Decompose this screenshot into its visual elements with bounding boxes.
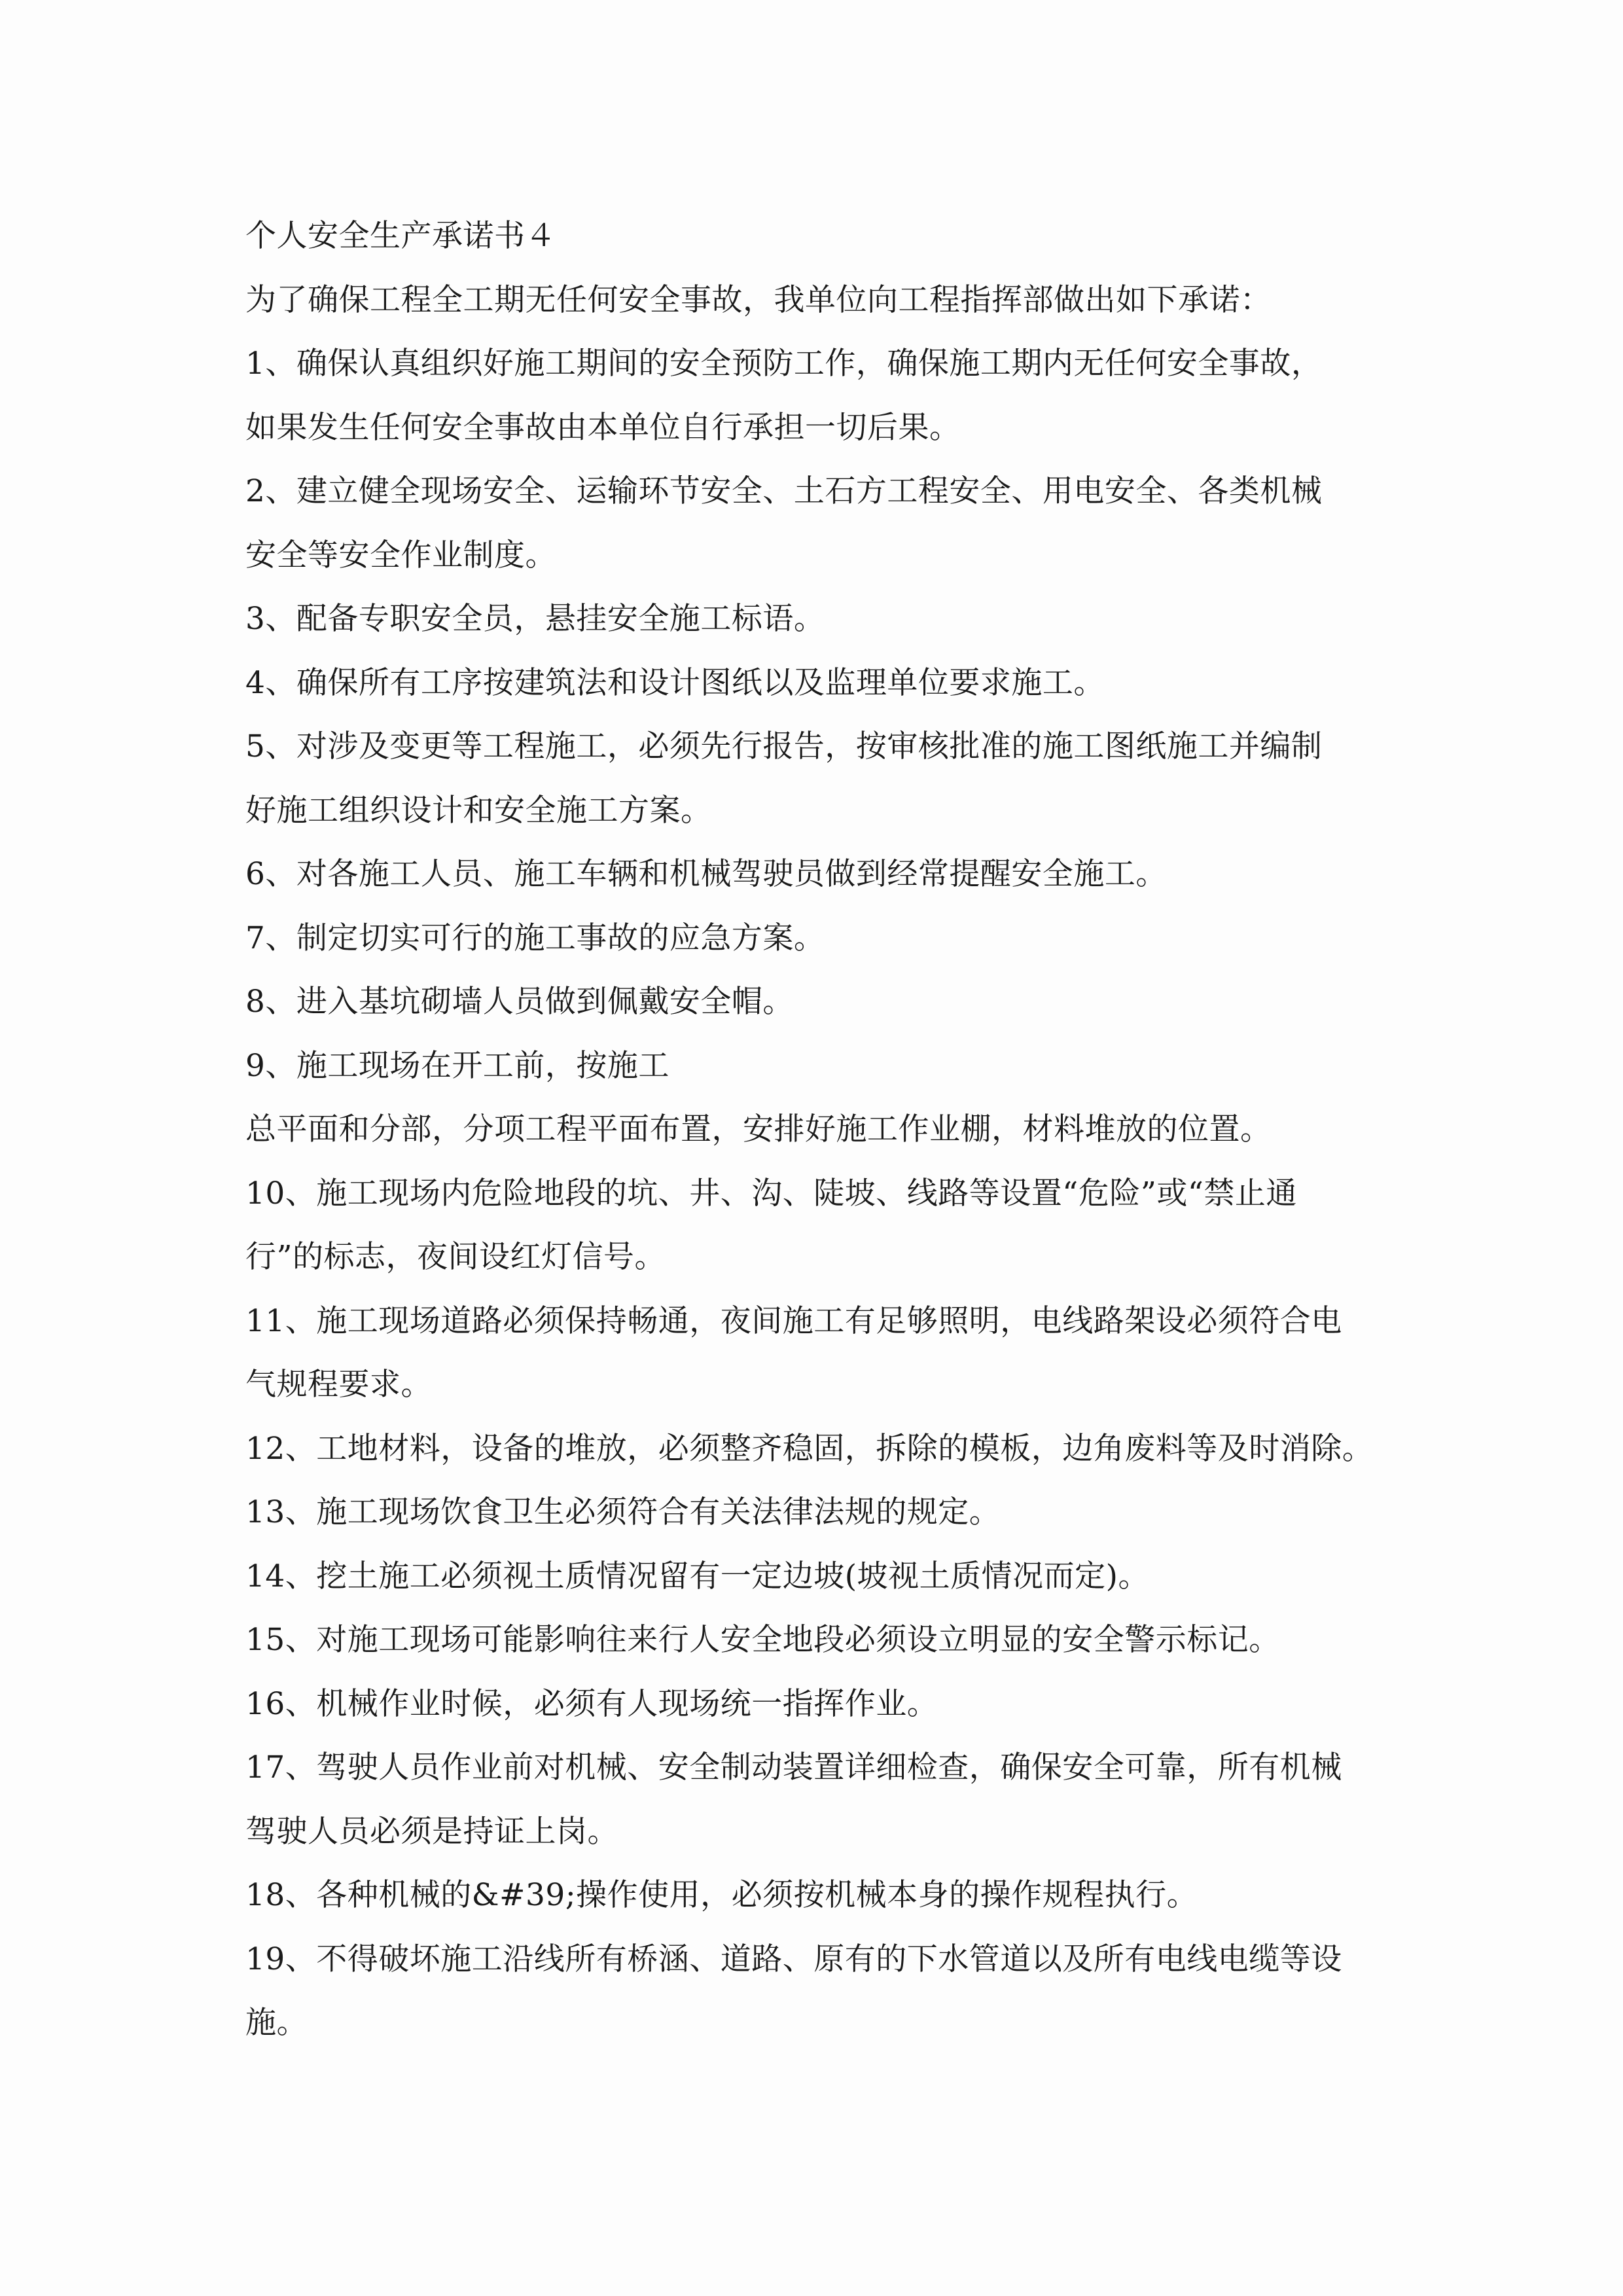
text-line: 总平面和分部，分项工程平面布置，安排好施工作业棚，材料堆放的位置。	[245, 1111, 1272, 1147]
text-line: 8、进入基坑砌墙人员做到佩戴安全帽。	[245, 984, 794, 1020]
text-line: 安全等安全作业制度。	[245, 537, 556, 573]
text-line: 13、施工现场饮食卫生必须符合有关法律法规的规定。	[245, 1494, 1001, 1530]
text-line: 为了确保工程全工期无任何安全事故，我单位向工程指挥部做出如下承诺：	[245, 281, 1272, 318]
text-line: 10、施工现场内危险地段的坑、井、沟、陡坡、线路等设置“危险”或“禁止通	[245, 1175, 1297, 1211]
text-line: 1、确保认真组织好施工期间的安全预防工作，确保施工期内无任何安全事故，	[245, 346, 1323, 382]
text-line: 3、配备专职安全员，悬挂安全施工标语。	[245, 601, 825, 637]
text-line: 5、对涉及变更等工程施工，必须先行报告，按审核批准的施工图纸施工并编制	[245, 728, 1323, 764]
text-line: 如果发生任何安全事故由本单位自行承担一切后果。	[245, 409, 961, 446]
text-line: 好施工组织设计和安全施工方案。	[245, 792, 712, 829]
text-line: 施。	[245, 2005, 308, 2041]
text-line: 15、对施工现场可能影响往来行人安全地段必须设立明显的安全警示标记。	[245, 1622, 1280, 1658]
text-line: 气规程要求。	[245, 1367, 432, 1403]
text-line: 行”的标志，夜间设红灯信号。	[245, 1239, 666, 1275]
text-line: 14、挖土施工必须视土质情况留有一定边坡(坡视土质情况而定)。	[245, 1558, 1149, 1594]
text-line: 11、施工现场道路必须保持畅通，夜间施工有足够照明，电线路架设必须符合电	[245, 1302, 1342, 1339]
text-line: 18、各种机械的&#39;操作使用，必须按机械本身的操作规程执行。	[245, 1877, 1198, 1913]
text-line: 12、工地材料，设备的堆放，必须整齐稳固，拆除的模板，边角废料等及时消除。	[245, 1430, 1374, 1467]
document-title: 个人安全生产承诺书４	[245, 218, 556, 254]
text-line: 9、施工现场在开工前，按施工	[245, 1047, 669, 1084]
text-line: 2、建立健全现场安全、运输环节安全、土石方工程安全、用电安全、各类机械	[245, 473, 1323, 509]
text-line: 驾驶人员必须是持证上岗。	[245, 1813, 618, 1850]
text-line: 6、对各施工人员、施工车辆和机械驾驶员做到经常提醒安全施工。	[245, 856, 1167, 892]
text-line: 17、驾驶人员作业前对机械、安全制动装置详细检查，确保安全可靠，所有机械	[245, 1749, 1342, 1785]
text-line: 7、制定切实可行的施工事故的应急方案。	[245, 920, 825, 956]
document-body	[245, 204, 1397, 2055]
text-line: 19、不得破坏施工沿线所有桥涵、道路、原有的下水管道以及所有电线电缆等设	[245, 1941, 1342, 1977]
text-line: 4、确保所有工序按建筑法和设计图纸以及监理单位要求施工。	[245, 664, 1105, 701]
text-line: 16、机械作业时候，必须有人现场统一指挥作业。	[245, 1685, 938, 1722]
